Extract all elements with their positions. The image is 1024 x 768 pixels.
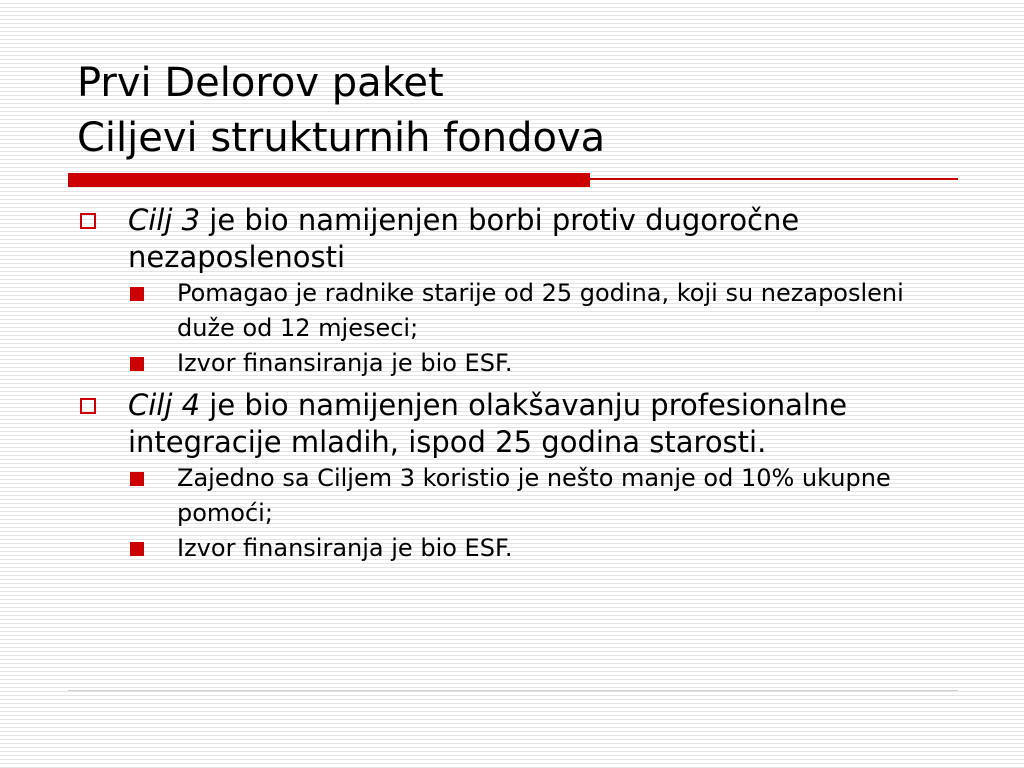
sub-bullet-item <box>80 346 960 381</box>
sub-bullet-text: Izvor finansiranja je bio ESF. <box>177 534 513 562</box>
hollow-square-bullet-icon <box>80 213 96 229</box>
filled-square-bullet-icon <box>130 542 144 556</box>
filled-square-bullet-icon <box>130 472 144 486</box>
title-underline <box>68 173 958 187</box>
bullet-item-label: Cilj 3 <box>128 203 201 237</box>
title-underline-thick <box>68 173 590 187</box>
bullet-item-text: je bio namijenjen borbi protiv dugoročne nezaposlenosti <box>128 203 800 274</box>
sub-bullet-text: Zajedno sa Ciljem 3 koristio je nešto manje od 10% ukupne pomoći; <box>177 464 891 527</box>
hollow-square-bullet-icon <box>80 398 96 414</box>
bullet-item-cilj-4 <box>80 387 960 461</box>
filled-square-bullet-icon <box>130 357 144 371</box>
bullet-list <box>80 202 960 566</box>
sub-bullet-text: Pomagao je radnike starije od 25 godina, koji su nezaposleni duže od 12 mjeseci; <box>177 279 904 342</box>
sub-bullet-item <box>80 461 960 531</box>
slide-title <box>77 56 605 166</box>
sub-bullet-item <box>80 531 960 566</box>
slide-title-line-2: Ciljevi strukturnih fondova <box>77 115 606 161</box>
sub-bullet-text: Izvor finansiranja je bio ESF. <box>177 349 513 377</box>
slide-title-line-1: Prvi Delorov paket <box>77 60 444 106</box>
bullet-item-cilj-3 <box>80 202 960 276</box>
bullet-item-text: je bio namijenjen olakšavanju profesionalne integracije mladih, ispod 25 godina starosti. <box>128 388 848 459</box>
title-underline-thin <box>590 178 958 180</box>
bullet-item-label: Cilj 4 <box>128 388 201 422</box>
footer-divider <box>68 690 958 691</box>
filled-square-bullet-icon <box>130 287 144 301</box>
sub-bullet-item <box>80 276 960 346</box>
